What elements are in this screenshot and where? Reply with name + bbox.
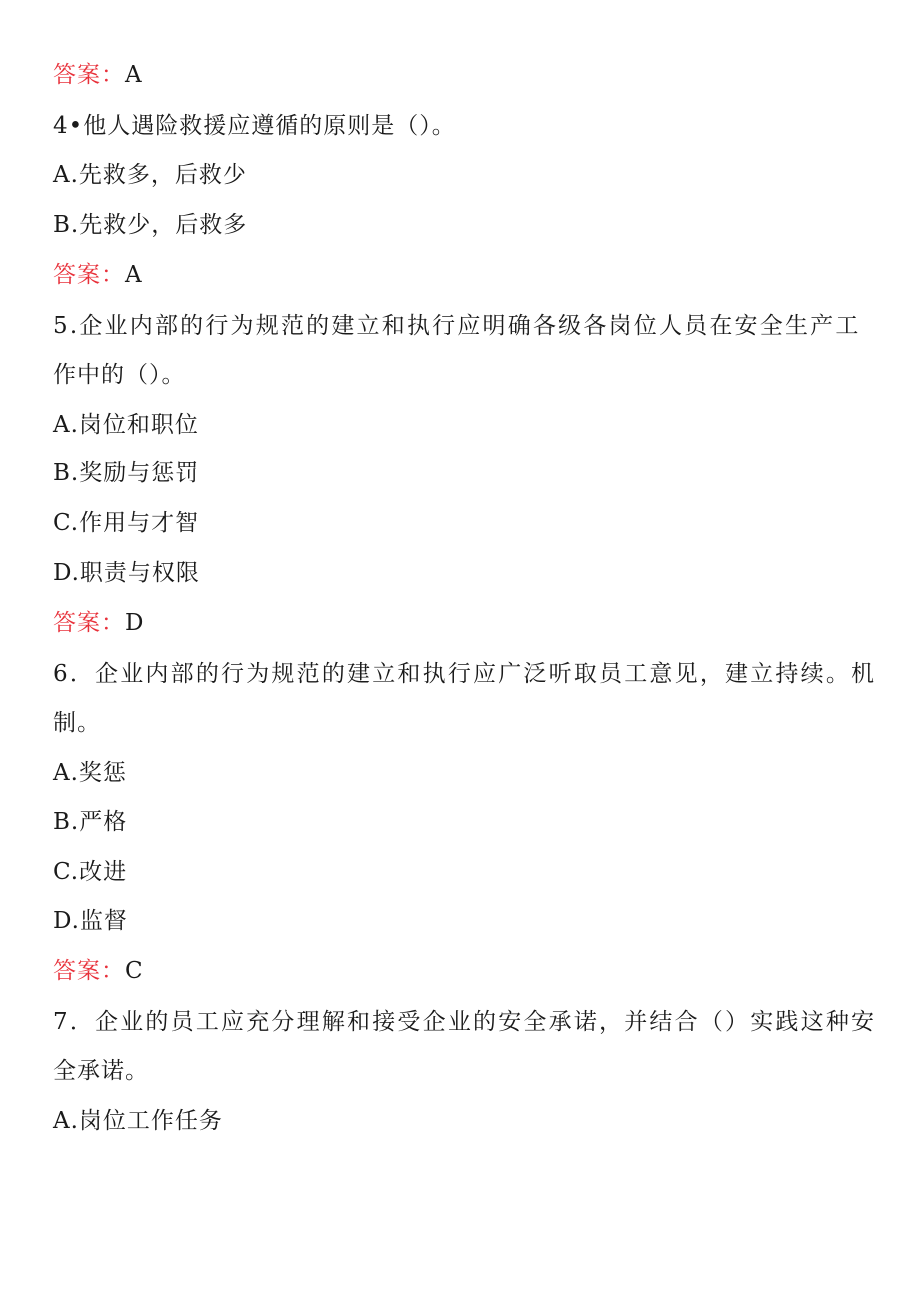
answer-line: [53, 608, 144, 638]
question-5-option-c: C.作用与才智: [53, 510, 200, 536]
question-4-option-b: B.先救少，后救多: [53, 212, 248, 238]
question-5-text-line1: 5.企业内部的行为规范的建立和执行应明确各级各岗位人员在安全生产工: [53, 313, 861, 339]
question-7-text-line2: 全承诺。: [53, 1058, 149, 1084]
answer-value: C: [125, 958, 144, 984]
answer-label: 答案：: [53, 958, 125, 984]
question-6-text-line1: 6．企业内部的行为规范的建立和执行应广泛听取员工意见，建立持续。机: [53, 661, 877, 687]
question-6-text-line2: 制。: [53, 710, 101, 736]
question-4-text: 4•他人遇险救援应遵循的原则是（）。: [53, 113, 456, 139]
question-7-option-a: A.岗位工作任务: [53, 1108, 223, 1134]
question-6-option-d: D.监督: [53, 908, 128, 934]
answer-label: 答案：: [53, 610, 125, 636]
question-5-option-a: A.岗位和职位: [53, 412, 199, 438]
question-6-option-b: B.严格: [53, 809, 128, 835]
answer-value: A: [125, 262, 143, 288]
answer-value: A: [125, 62, 143, 88]
question-5-option-d: D.职责与权限: [53, 560, 200, 586]
answer-label: 答案：: [53, 62, 125, 88]
answer-line: [53, 260, 143, 290]
question-5-option-b: B.奖励与惩罚: [53, 460, 200, 486]
question-4-option-a: A.先救多，后救少: [53, 162, 247, 188]
question-5-text-line2: 作中的（）。: [53, 362, 186, 388]
answer-line: [53, 60, 143, 90]
answer-line: [53, 956, 144, 986]
question-6-option-c: C.改进: [53, 859, 128, 885]
question-7-text-line1: 7．企业的员工应充分理解和接受企业的安全承诺，并结合（）实践这种安: [53, 1009, 877, 1035]
answer-value: D: [125, 610, 145, 636]
question-6-option-a: A.奖惩: [53, 760, 127, 786]
answer-label: 答案：: [53, 262, 125, 288]
